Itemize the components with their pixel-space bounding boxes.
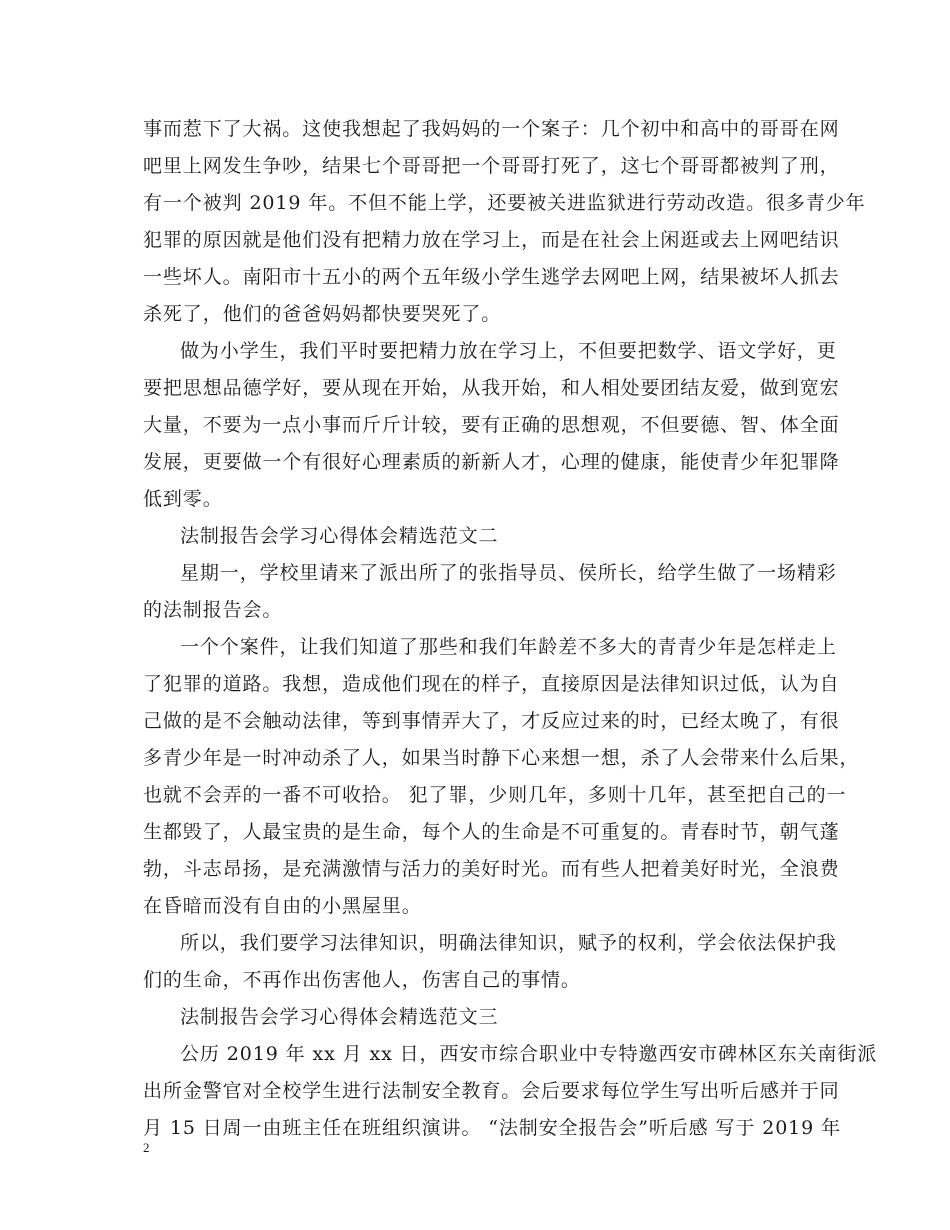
text-line: 也就不会弄的一番不可收拾。 犯了罪，少则几年，多则十几年，甚至把自己的一 — [143, 784, 847, 806]
text-line: 多青少年是一时冲动杀了人，如果当时静下心来想一想，杀了人会带来什么后果， — [143, 747, 860, 769]
text-line: 事而惹下了大祸。这使我想起了我妈妈的一个案子：几个初中和高中的哥哥在网 — [143, 118, 840, 140]
text-line: 大量，不要为一点小事而斤斤计较，要有正确的思想观，不但要德、智、体全面 — [143, 414, 840, 436]
text-line: 了犯罪的道路。我想，造成他们现在的样子，直接原因是法律知识过低，认为自 — [143, 673, 840, 695]
text-line: 出所金警官对全校学生进行法制安全教育。会后要求每位学生写出听后感并于同 — [143, 1080, 840, 1102]
text-line: 的法制报告会。 — [143, 599, 283, 621]
paragraph-first-line: 做为小学生，我们平时要把精力放在学习上，不但要把数学、语文学好，更 — [180, 340, 837, 362]
text-line: 月 15 日周一由班主任在班组织演讲。 “法制安全报告会”听后感 写于 2019 年 — [143, 1117, 841, 1139]
text-line: 要把思想品德学好，要从现在开始，从我开始，和人相处要团结友爱，做到宽宏 — [143, 377, 840, 399]
section-heading: 法制报告会学习心得体会精选范文二 — [180, 525, 499, 547]
text-line: 犯罪的原因就是他们没有把精力放在学习上，而是在社会上闲逛或去上网吧结识 — [143, 229, 840, 251]
text-line: 们的生命，不再作出伤害他人，伤害自己的事情。 — [143, 969, 581, 991]
paragraph-first-line: 公历 2019 年 xx 月 xx 日，西安市综合职业中专特邀西安市碑林区东关南街派 — [180, 1043, 878, 1065]
text-line: 低到零。 — [143, 488, 223, 510]
paragraph-first-line: 所以，我们要学习法律知识，明确法律知识，赋予的权利，学会依法保护我 — [180, 932, 837, 954]
page-number: 2 — [143, 1140, 150, 1155]
text-line: 勃，斗志昂扬，是充满激情与活力的美好时光。而有些人把着美好时光，全浪费 — [143, 858, 840, 880]
text-line: 一些坏人。南阳市十五小的两个五年级小学生逃学去网吧上网，结果被坏人抓去 — [143, 266, 840, 288]
text-line: 发展，更要做一个有很好心理素质的新新人才，心理的健康，能使青少年犯罪降 — [143, 451, 840, 473]
text-line: 杀死了，他们的爸爸妈妈都快要哭死了。 — [143, 303, 502, 325]
paragraph-first-line: 一个个案件，让我们知道了那些和我们年龄差不多大的青青少年是怎样走上 — [180, 636, 837, 658]
text-line: 己做的是不会触动法律，等到事情弄大了，才反应过来的时，已经太晚了，有很 — [143, 710, 840, 732]
text-line: 有一个被判 2019 年。不但不能上学，还要被关进监狱进行劳动改造。很多青少年 — [143, 192, 866, 214]
text-line: 吧里上网发生争吵，结果七个哥哥把一个哥哥打死了，这七个哥哥都被判了刑， — [143, 155, 840, 177]
section-heading: 法制报告会学习心得体会精选范文三 — [180, 1006, 499, 1028]
text-line: 生都毁了，人最宝贵的是生命，每个人的生命是不可重复的。青春时节，朝气蓬 — [143, 821, 840, 843]
paragraph-first-line: 星期一，学校里请来了派出所了的张指导员、侯所长，给学生做了一场精彩 — [180, 562, 837, 584]
text-line: 在昏暗而没有自由的小黑屋里。 — [143, 895, 422, 917]
